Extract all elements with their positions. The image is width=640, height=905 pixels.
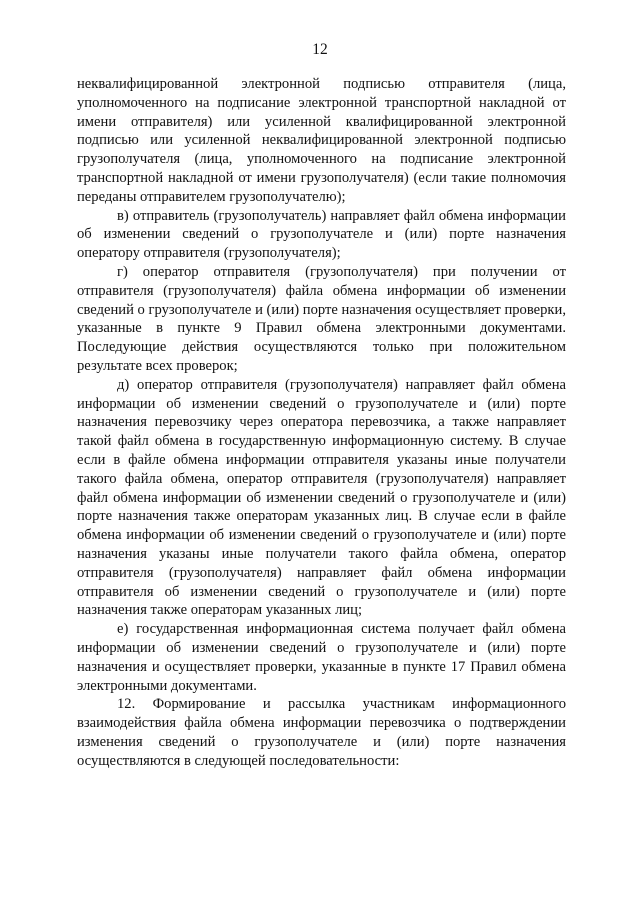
- paragraph-item-v: в) отправитель (грузополучатель) направляет файл обмена информации об изменении сведений о грузополучателе и (или) порте назначения оператору отправителя (грузополучателя);: [77, 207, 566, 262]
- document-body: [77, 75, 566, 770]
- page-number: 12: [312, 41, 328, 58]
- paragraph-item-e: е) государственная информационная система получает файл обмена информации об изменении сведений о грузополучателе и (или) порте назначения и осуществляет проверки, указанные в пункте 17 Правил обмена электронными документами.: [77, 621, 566, 694]
- paragraph-section-12: 12. Формирование и рассылка участникам информационного взаимодействия файла обмена информации перевозчика о подтверждении изменения сведений о грузополучателе и (или) порте назначения осуществляются в следующей последовательности:: [77, 696, 566, 769]
- paragraph-item-d: д) оператор отправителя (грузополучателя) направляет файл обмена информации об изменении сведений о грузополучателе и (или) порте назначения перевозчику через оператора перевозчика, а также направляет такой файл обмена в государственную информационную систему. В случае если в файле обмена информации отправителя указаны иные получатели такого файла обмена, оператор отправителя (грузополучателя) направляет файл обмена информации об изменении сведений о грузополучателе и (или) порте назначения также операторам указанных лиц. В случае если в файле обмена информации об изменении сведений о грузополучателе и (или) порте назначения указаны иные получатели такого файла обмена, оператор отправителя (грузополучателя) направляет файл обмена информации отправителя об изменении сведений о грузополучателе и (или) порте назначения также операторам указанных лиц;: [77, 376, 566, 619]
- paragraph-continuation: неквалифицированной электронной подписью отправителя (лица, уполномоченного на подписание электронной транспортной накладной от имени отправителя) или усиленной квалифицированной электронной подписью или усиленной неквалифицированной электронной подписью грузополучателя (лица, уполномоченного на подписание электронной транспортной накладной от имени грузополучателя) (если такие полномочия переданы отправителем грузополучателю);: [77, 76, 566, 205]
- paragraph-item-g: г) оператор отправителя (грузополучателя) при получении от отправителя (грузополучателя) файла обмена информации об изменении сведений о грузополучателе и (или) порте назначения осуществляет проверки, указанные в пункте 9 Правил обмена электронными документами. Последующие действия осуществляются только при положительном результате всех проверок;: [77, 263, 566, 374]
